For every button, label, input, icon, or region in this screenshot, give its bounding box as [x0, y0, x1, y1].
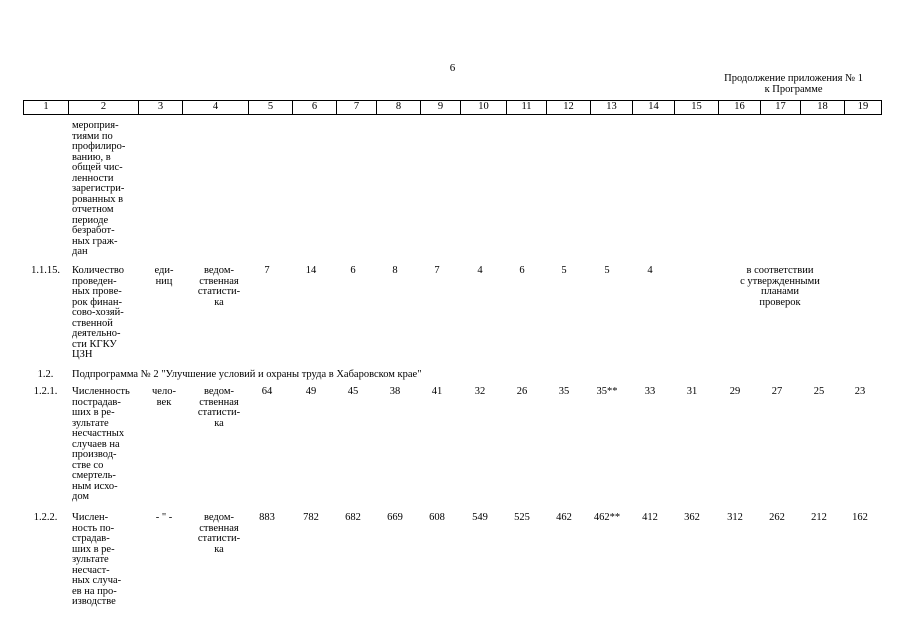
value-cell: 682	[345, 512, 361, 523]
text-line: сово-хозяй-	[72, 307, 124, 318]
text-line: в соответствии	[746, 265, 814, 276]
header-col: 14	[633, 101, 675, 115]
text-line: стве со	[72, 459, 104, 471]
header-col: 10	[461, 101, 507, 115]
column-number-header	[23, 100, 882, 115]
value-cell: 33	[644, 386, 656, 397]
text-line: несчастных	[72, 428, 125, 439]
value-cell: 49	[305, 386, 317, 397]
header-col: 15	[675, 101, 719, 115]
value-cell: 4	[647, 265, 653, 276]
value-cell: 7	[264, 265, 270, 276]
value-cell: 8	[392, 265, 398, 276]
value-cell: 412	[642, 512, 658, 523]
value-cell: 162	[852, 512, 868, 523]
value-cell: 6	[350, 265, 356, 276]
text-line: статисти-	[197, 533, 241, 544]
text-line: профилиро-	[72, 141, 126, 152]
text-line: отчетном	[72, 204, 114, 215]
text-line: дом	[72, 491, 90, 502]
value-cell: 462**	[593, 512, 621, 523]
value-cell: 31	[686, 386, 698, 397]
page-number: 6	[449, 62, 456, 74]
text-line: ведом-	[204, 386, 234, 397]
value-cell: 29	[729, 386, 741, 397]
text-line: ных граж-	[72, 235, 118, 247]
plan-note	[715, 266, 845, 308]
text-line: зарегистри-	[72, 183, 125, 194]
header-col: 12	[547, 101, 591, 115]
text-line: Числен-	[72, 512, 109, 523]
text-line: ванию, в	[72, 151, 111, 163]
value-cell: 312	[727, 512, 743, 523]
value-cell: 262	[769, 512, 785, 523]
value-cell: 38	[389, 386, 401, 397]
text-line: статисти-	[197, 407, 241, 418]
header-col: 9	[421, 101, 461, 115]
continuation-line-1: Продолжение приложения № 1	[724, 73, 863, 84]
value-cell: 608	[429, 512, 445, 523]
text-line: тиями по	[72, 130, 113, 142]
value-cell: 45	[347, 386, 359, 397]
unit-of-measure	[142, 387, 186, 408]
text-line: ных прове-	[72, 286, 122, 297]
text-line: ев на про-	[72, 585, 117, 597]
value-cell: 782	[303, 512, 319, 523]
header-col: 8	[377, 101, 421, 115]
header-col: 1	[24, 101, 69, 115]
value-cell: 525	[514, 512, 530, 523]
text-line: ственная	[199, 396, 239, 408]
text-line: ЦЗН	[72, 349, 93, 360]
text-line: ка	[214, 543, 224, 555]
data-source	[186, 513, 252, 555]
header-col: 6	[293, 101, 337, 115]
header-col: 3	[139, 101, 183, 115]
text-line: ка	[214, 296, 224, 308]
unit-of-measure	[142, 266, 186, 287]
row-number: 1.2.1.	[33, 386, 58, 397]
value-cell: 362	[684, 512, 700, 523]
text-line: век	[156, 396, 172, 408]
text-line: пострадав-	[72, 396, 121, 408]
text-line: еди-	[154, 265, 174, 276]
header-row	[24, 101, 882, 115]
text-line: проведен-	[72, 275, 117, 287]
header-col: 4	[183, 101, 249, 115]
text-line: случаев на	[72, 438, 120, 450]
row-number: 1.1.15.	[31, 265, 60, 276]
text-line: периоде	[72, 214, 109, 226]
value-cell: 462	[556, 512, 572, 523]
value-cell: 883	[259, 512, 275, 523]
data-source	[186, 266, 252, 308]
value-cell: 7	[434, 265, 440, 276]
indicator-name	[72, 387, 142, 503]
continuation-line-2: к Программе	[764, 84, 823, 96]
value-cell: 32	[474, 386, 486, 397]
text-line: зультате	[72, 417, 109, 429]
text-line: дан	[72, 246, 88, 257]
text-line: ведом-	[204, 265, 234, 276]
row-number: 1.2.	[37, 369, 54, 380]
text-line: зультате	[72, 554, 109, 565]
value-cell: 35	[558, 386, 570, 397]
text-line: статисти-	[197, 286, 241, 297]
value-cell: 5	[604, 265, 610, 276]
value-cell: 35**	[596, 386, 618, 397]
text-line: ка	[214, 417, 224, 429]
indicator-name	[72, 266, 142, 361]
text-line: деятельно-	[72, 328, 121, 339]
header-col: 18	[801, 101, 845, 115]
appendix-continuation-note	[724, 73, 863, 95]
text-line: рованных в	[72, 193, 124, 205]
header-col: 16	[719, 101, 761, 115]
text-line: рок финан-	[72, 296, 123, 308]
text-line: ность по-	[72, 522, 115, 534]
value-cell: 41	[431, 386, 443, 397]
value-cell: 64	[261, 386, 273, 397]
text-line: ленности	[72, 172, 114, 184]
header-col: 17	[761, 101, 801, 115]
data-source	[186, 387, 252, 429]
value-cell: 23	[854, 386, 866, 397]
header-col: 13	[591, 101, 633, 115]
text-line: ственная	[199, 275, 239, 287]
text-line: мероприя-	[72, 120, 119, 131]
header-col: 11	[507, 101, 547, 115]
text-line: общей чис-	[72, 162, 123, 173]
value-cell: 27	[771, 386, 783, 397]
value-cell: 5	[561, 265, 567, 276]
text-line: ших в ре-	[72, 543, 115, 555]
text-line: производ-	[72, 449, 117, 460]
subprogram-title: Подпрограмма № 2 "Улучшение условий и охраны труда в Хабаровском крае"	[72, 369, 422, 380]
text-line: безработ-	[72, 225, 115, 236]
text-line: Количество	[72, 265, 125, 276]
header-col: 2	[69, 101, 139, 115]
indicator-name	[72, 121, 142, 258]
text-line: проверок	[759, 296, 801, 308]
text-line: сти КГКУ	[72, 338, 117, 350]
value-cell: 669	[387, 512, 403, 523]
text-line: ных случа-	[72, 575, 122, 586]
value-cell: 14	[305, 265, 317, 276]
text-line: планами	[760, 286, 800, 297]
row-number: 1.2.2.	[33, 512, 58, 523]
text-line: ственной	[72, 317, 113, 329]
header-col: 7	[337, 101, 377, 115]
value-cell: 549	[472, 512, 488, 523]
unit-of-measure	[142, 513, 186, 524]
text-line: с утвержденными	[740, 275, 820, 287]
value-cell: 25	[813, 386, 825, 397]
value-cell: 4	[477, 265, 483, 276]
text-line: ведом-	[204, 512, 234, 523]
value-cell: 6	[519, 265, 525, 276]
text-line: ших в ре-	[72, 407, 115, 418]
header-col: 5	[249, 101, 293, 115]
text-line: несчаст-	[72, 564, 110, 576]
text-line: ниц	[155, 275, 173, 287]
text-line: - " -	[155, 512, 173, 523]
text-line: чело-	[152, 386, 176, 397]
text-line: смертель-	[72, 470, 116, 481]
indicator-name	[72, 513, 142, 608]
value-cell: 212	[811, 512, 827, 523]
text-line: страдав-	[72, 533, 110, 544]
text-line: изводстве	[72, 596, 116, 607]
value-cell: 26	[516, 386, 528, 397]
text-line: ственная	[199, 522, 239, 534]
text-line: Численность	[72, 386, 130, 397]
header-col: 19	[845, 101, 882, 115]
text-line: ным исхо-	[72, 480, 118, 492]
